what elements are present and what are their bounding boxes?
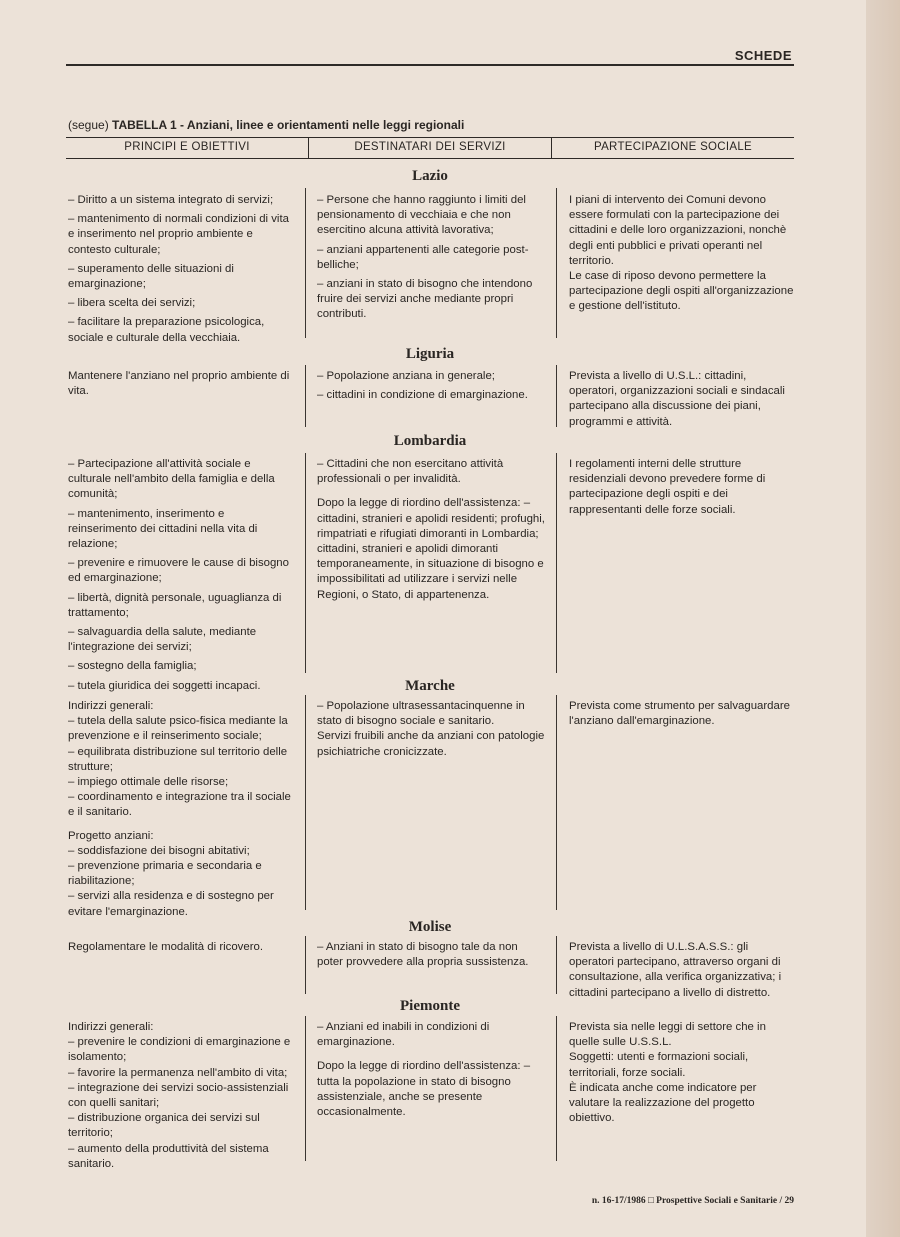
list-item: – Popolazione ultrasessantacinquenne in stato di bisogno sociale e sanitario.: [317, 700, 525, 728]
list-item: – prevenire le condizioni di emarginazione e isolamento;: [68, 1036, 291, 1064]
list-item: – Cittadini che non esercitano attività professionali o per invalidità.: [317, 458, 504, 486]
molise-principi: [68, 940, 296, 959]
list-item: – Anziani in stato di bisogno tale da non poter provvedere alla propria sussistenza.: [317, 941, 529, 969]
list-item: – equilibrata distribuzione sul territorio delle strutture;: [68, 745, 288, 773]
list-item: – salvaguardia della salute, mediante l'integrazione dei servizi;: [68, 626, 257, 654]
column-divider: [556, 188, 557, 338]
list-item: Dopo la legge di riordino dell'assistenza: – tutta la popolazione in stato di bisogno assistenziale, anche se presente occasionalmente.: [317, 1060, 531, 1119]
list-item: – tutela giuridica dei soggetti incapaci.: [68, 679, 261, 692]
table-header: [66, 137, 794, 159]
paper-edge: [866, 0, 900, 1237]
list-item: – libertà, dignità personale, uguaglianza di trattamento;: [68, 591, 282, 619]
list-item: – anziani appartenenti alle categorie post-belliche;: [317, 243, 529, 271]
list-item: Prevista come strumento per salvaguardare l'anziano dall'emarginazione.: [569, 700, 790, 728]
list-item: Mantenere l'anziano nel proprio ambiente di vita.: [68, 370, 290, 398]
list-item: – cittadini in condizione di emarginazione.: [317, 389, 528, 402]
lombardia-partecipazione: [569, 457, 795, 522]
list-item: – prevenire e rimuovere le cause di bisogno ed emarginazione;: [68, 557, 289, 585]
list-item: Servizi fruibili anche da anziani con patologie psichiatriche cronicizzate.: [317, 730, 545, 758]
list-item: Indirizzi generali:: [68, 1021, 154, 1033]
list-item: – Anziani ed inabili in condizioni di emarginazione.: [317, 1021, 490, 1049]
list-item: – servizi alla residenza e di sostegno per evitare l'emarginazione.: [68, 890, 274, 918]
header-rule: [66, 64, 794, 66]
list-item: – aumento della produttività del sistema sanitario.: [68, 1142, 269, 1170]
list-item: – sostegno della famiglia;: [68, 660, 197, 673]
column-divider: [556, 1016, 557, 1161]
region-heading-piemonte: Piemonte: [400, 998, 460, 1014]
header-partecipazione: PARTECIPAZIONE SOCIALE: [551, 138, 794, 158]
liguria-partecipazione: [569, 369, 795, 434]
piemonte-partecipazione: [569, 1020, 795, 1126]
lombardia-destinatari: [317, 457, 545, 607]
column-divider: [305, 188, 306, 338]
list-item: – distribuzione organica dei servizi sul territorio;: [68, 1112, 260, 1140]
column-divider: [305, 1016, 306, 1161]
table-title-prefix: (segue): [68, 118, 109, 132]
list-item: – Popolazione anziana in generale;: [317, 370, 495, 382]
list-item: Regolamentare le modalità di ricovero.: [68, 941, 264, 953]
list-item: – integrazione dei servizi socio-assistenziali con quelli sanitari;: [68, 1081, 289, 1110]
list-item: – anziani in stato di bisogno che intendono fruire dei servizi anche mediante propri contributi.: [317, 278, 533, 321]
list-item: I regolamenti interni delle strutture residenziali devono prevedere forme di partecipazione degli ospiti e dei rappresentanti delle forze sociali.: [569, 458, 766, 516]
column-divider: [305, 695, 306, 910]
list-item: – libera scelta dei servizi;: [68, 297, 196, 310]
list-item: È indicata anche come indicatore per valutare la realizzazione del progetto obiettivo.: [569, 1081, 757, 1125]
region-heading-marche: Marche: [405, 678, 455, 694]
header-principi: PRINCIPI E OBIETTIVI: [124, 141, 250, 153]
table-title: [68, 118, 464, 132]
list-item: Progetto anziani:: [68, 829, 154, 842]
list-item: Prevista a livello di U.S.L.: cittadini, operatori, organizzazioni sociali e sindacali partecipano alla discussione dei piani, programmi e attività.: [569, 370, 785, 428]
region-heading-lazio: Lazio: [412, 168, 448, 184]
column-divider: [556, 695, 557, 910]
column-divider: [305, 365, 306, 427]
region-heading-molise: Molise: [408, 919, 452, 935]
liguria-destinatari: [317, 369, 545, 407]
molise-partecipazione: [569, 940, 795, 1005]
list-item: – impiego ottimale delle risorse;: [68, 776, 229, 789]
column-divider: [556, 936, 557, 994]
list-item: – tutela della salute psico-fisica mediante la prevenzione e il reinserimento sociale;: [68, 715, 288, 743]
column-divider: [556, 453, 557, 673]
list-item: I piani di intervento dei Comuni devono essere formulati con la partecipazione dei cittadini e delle loro organizzazioni, nonchè degli enti pubblici e privati operanti nel territorio.: [569, 194, 787, 267]
piemonte-principi: [68, 1020, 296, 1172]
list-item: – Persone che hanno raggiunto i limiti del pensionamento di vecchiaia e che non esercitino alcuna attività lavorativa;: [317, 194, 526, 237]
list-item: – Diritto a un sistema integrato di servizi;: [68, 194, 274, 206]
molise-destinatari: [317, 940, 545, 974]
list-item: – facilitare la preparazione psicologica, sociale e culturale della vecchiaia.: [68, 316, 265, 344]
list-item: – coordinamento e integrazione tra il sociale e il sanitario.: [68, 791, 291, 819]
lazio-destinatari: [317, 193, 545, 327]
list-item: – mantenimento di normali condizioni di vita e inserimento nel proprio ambiente e contesto culturale;: [68, 213, 289, 256]
list-item: – favorire la permanenza nell'ambito di vita;: [68, 1066, 288, 1079]
piemonte-destinatari: [317, 1020, 545, 1124]
header-destinatari: DESTINATARI DEI SERVIZI: [308, 138, 551, 158]
list-item: Indirizzi generali:: [68, 700, 154, 712]
marche-destinatari: [317, 699, 545, 764]
section-label: SCHEDE: [734, 48, 792, 63]
marche-partecipazione: [569, 699, 795, 733]
list-item: Soggetti: utenti e formazioni sociali, territoriali, forze sociali.: [569, 1051, 749, 1079]
lazio-principi: [68, 193, 296, 350]
lombardia-principi: [68, 457, 296, 698]
marche-principi: [68, 699, 296, 920]
region-heading-liguria: Liguria: [405, 346, 455, 362]
table-title-text: TABELLA 1 - Anziani, linee e orientamenti nelle leggi regionali: [112, 118, 465, 132]
page-footer: n. 16-17/1986 □ Prospettive Sociali e Sanitarie / 29: [591, 1196, 794, 1206]
list-item: – prevenzione primaria e secondaria e riabilitazione;: [68, 860, 262, 888]
lazio-partecipazione: [569, 193, 795, 319]
region-heading-lombardia: Lombardia: [393, 433, 467, 449]
list-item: – Partecipazione all'attività sociale e culturale nell'ambito della famiglia e della comunità;: [68, 458, 275, 501]
column-divider: [305, 936, 306, 994]
list-item: – soddisfazione dei bisogni abitativi;: [68, 844, 250, 857]
list-item: – mantenimento, inserimento e reinserimento dei cittadini nella vita di relazione;: [68, 507, 258, 551]
liguria-principi: [68, 369, 296, 403]
column-divider: [305, 453, 306, 673]
list-item: – superamento delle situazioni di emarginazione;: [68, 262, 234, 291]
list-item: Prevista a livello di U.L.S.A.S.S.: gli operatori partecipano, attraverso organi di consultazione, alla verifica organizzativa; i cittadini partecipano a livello di distretto.: [569, 941, 782, 999]
column-divider: [556, 365, 557, 427]
list-item: Dopo la legge di riordino dell'assistenza: – cittadini, stranieri e apolidi residenti; profughi, rimpatriati e rifugiati dimoranti in Lombardia; cittadini, stranieri e apolidi dimoranti temporaneamente, in situazione di bisogno e impossibilitati ad utilizzare i servizi nelle Regioni, o Stato, di appartenenza.: [317, 497, 545, 601]
list-item: Prevista sia nelle leggi di settore che in quelle sulle U.S.S.L.: [569, 1021, 766, 1049]
list-item: Le case di riposo devono permettere la partecipazione degli ospiti all'organizzazione e gestione dell'istituto.: [569, 270, 794, 313]
